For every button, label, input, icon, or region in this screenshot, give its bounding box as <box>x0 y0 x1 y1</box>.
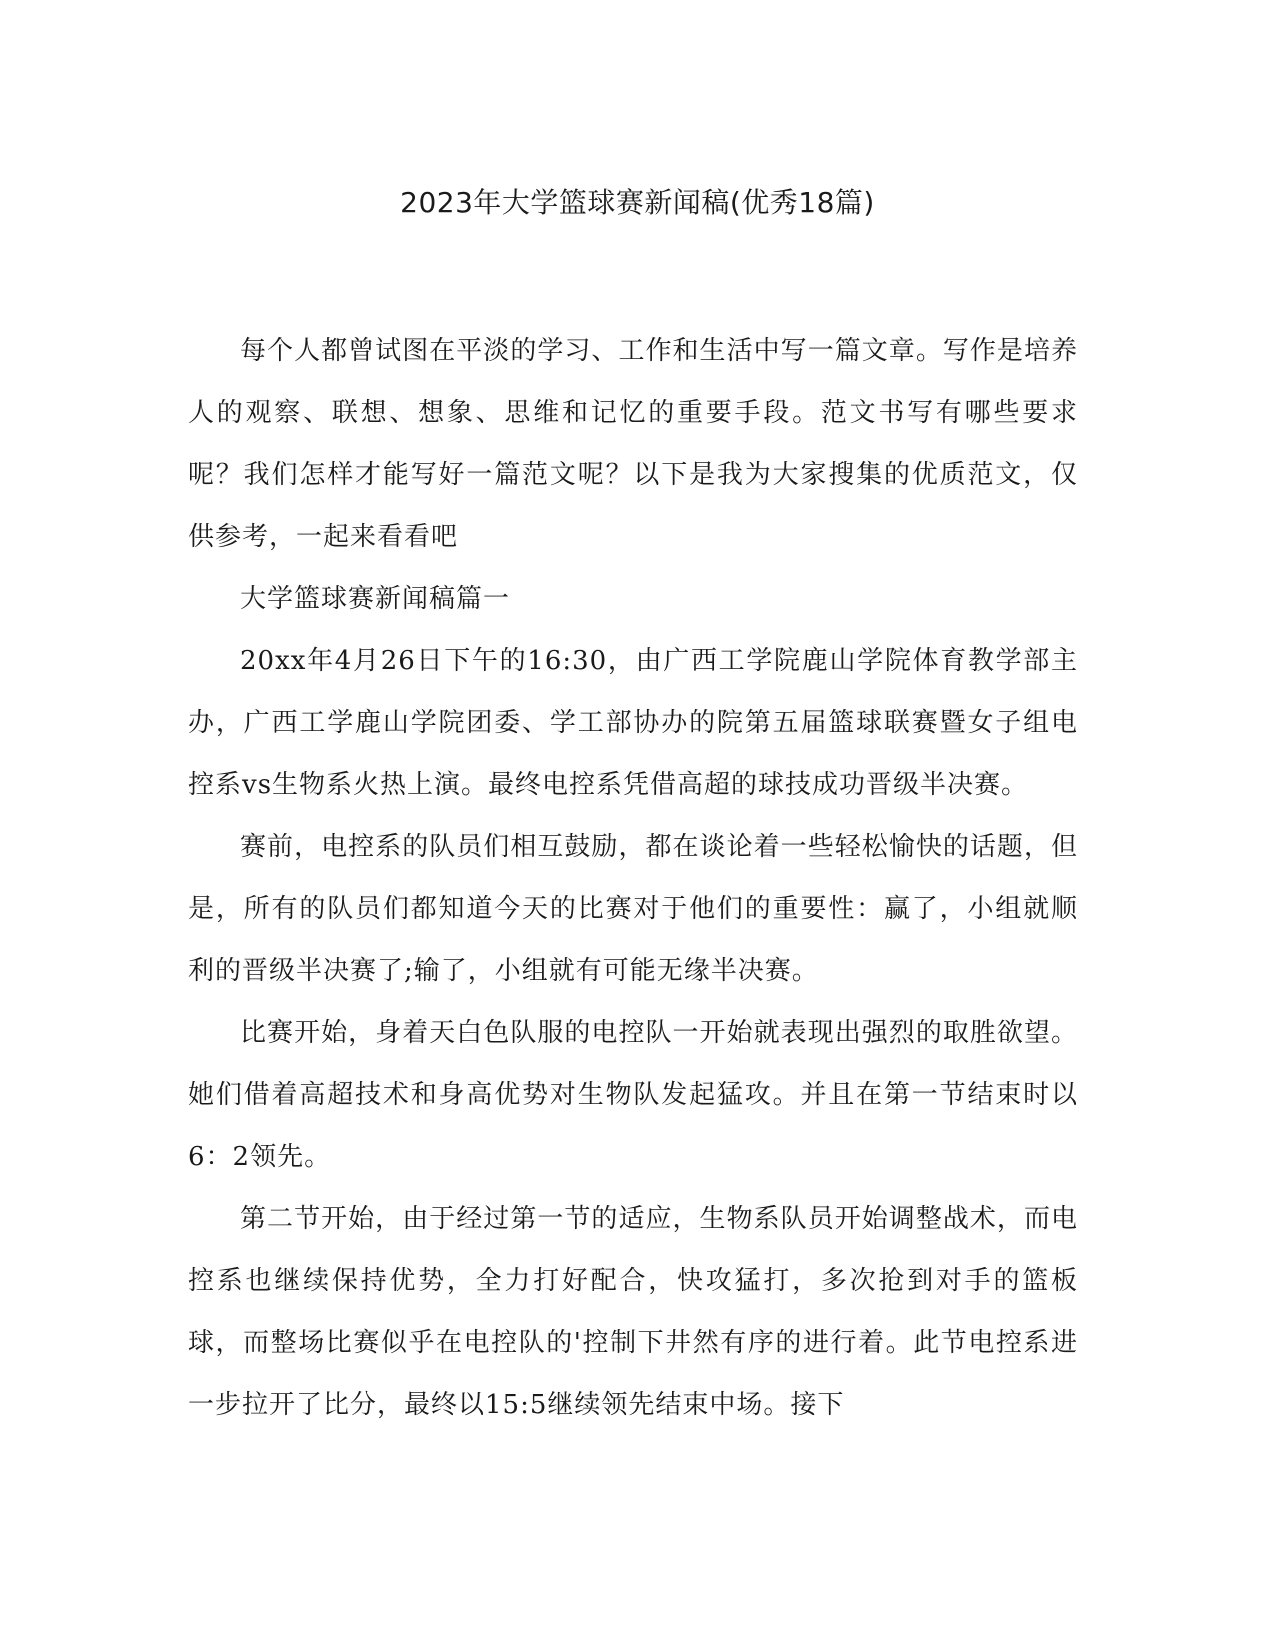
document-body <box>188 320 1078 1436</box>
body-paragraph: 比赛开始，身着天白色队服的电控队一开始就表现出强烈的取胜欲望。她们借着高超技术和身高优势对生物队发起猛攻。并且在第一节结束时以6：2领先。 <box>188 1018 1078 1172</box>
document-title: 2023年大学篮球赛新闻稿(优秀18篇) <box>400 186 875 219</box>
section-heading: 大学篮球赛新闻稿篇一 <box>240 584 511 614</box>
body-paragraph: 赛前，电控系的队员们相互鼓励，都在谈论着一些轻松愉快的话题，但是，所有的队员们都知道今天的比赛对于他们的重要性：赢了，小组就顺利的晋级半决赛了;输了，小组就有可能无缘半决赛。 <box>188 832 1078 986</box>
body-paragraph: 第二节开始，由于经过第一节的适应，生物系队员开始调整战术，而电控系也继续保持优势，全力打好配合，快攻猛打，多次抢到对手的篮板球，而整场比赛似乎在电控队的'控制下井然有序的进行着。此节电控系进一步拉开了比分，最终以15:5继续领先结束中场。接下 <box>188 1204 1078 1420</box>
body-paragraph: 20xx年4月26日下午的16:30，由广西工学院鹿山学院体育教学部主办，广西工学鹿山学院团委、学工部协办的院第五届篮球联赛暨女子组电控系vs生物系火热上演。最终电控系凭借高超的球技成功晋级半决赛。 <box>188 646 1078 800</box>
intro-paragraph: 每个人都曾试图在平淡的学习、工作和生活中写一篇文章。写作是培养人的观察、联想、想象、思维和记忆的重要手段。范文书写有哪些要求呢？我们怎样才能写好一篇范文呢？以下是我为大家搜集的优质范文，仅供参考，一起来看看吧 <box>188 336 1078 552</box>
